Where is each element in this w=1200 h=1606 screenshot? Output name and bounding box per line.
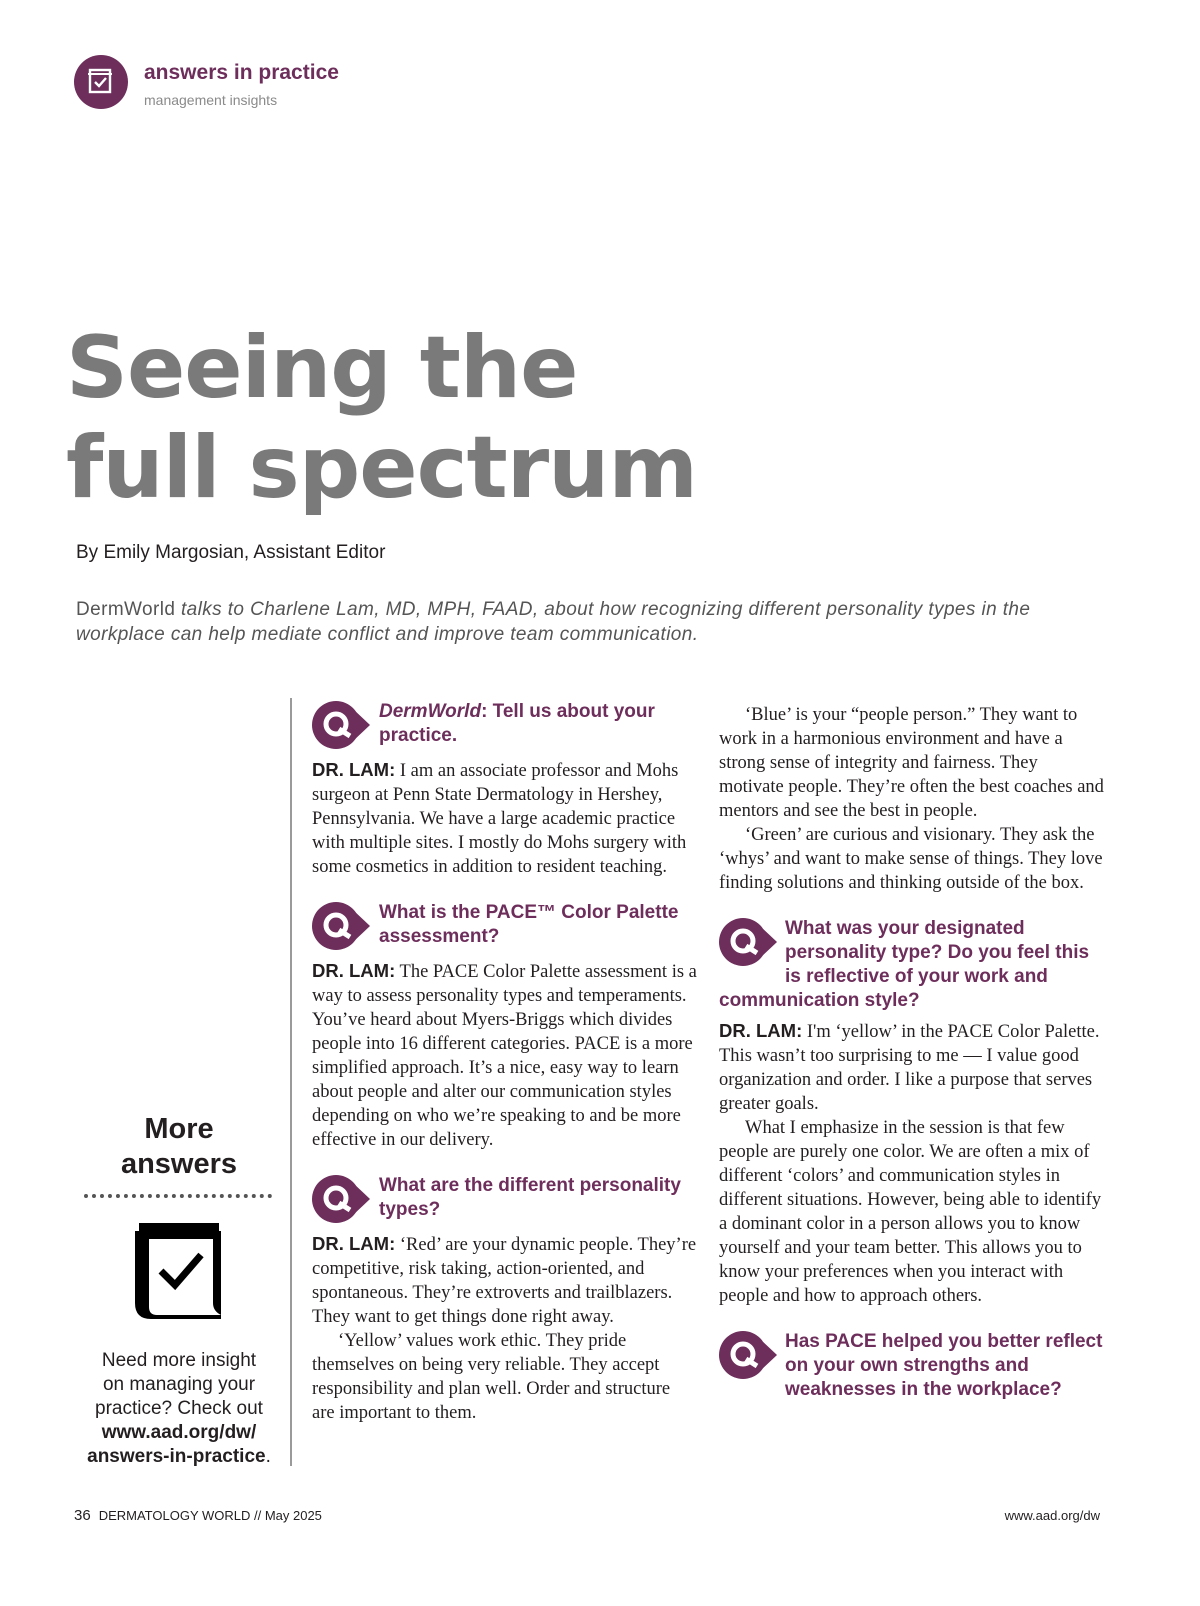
page-footer-left — [74, 1507, 322, 1524]
footer-url[interactable]: www.aad.org/dw — [1004, 1508, 1100, 1523]
q-bubble-icon — [312, 901, 370, 951]
answer-2 — [312, 959, 697, 1152]
q-bubble-icon — [719, 917, 777, 967]
answer-4 — [719, 1019, 1104, 1308]
question-1-body: : Tell us about your practice. — [379, 701, 655, 746]
answer-1-text: I am an associate professor and Mohs surgeon at Penn State Dermatology in Hershey, Pennsylvania. We have a large academic practice with multiple sites. I mostly do Mohs surgery with some cosmetics in addition to resident teaching. — [312, 761, 687, 877]
question-3 — [312, 1174, 697, 1226]
sidebar-text-line-1: Need more insight — [101, 1350, 257, 1371]
answer-3-paragraph-2: ‘Yellow’ values work ethic. They pride themselves on being very reliable. They accept responsibility and plan well. Order and structure are important to them. — [312, 1331, 671, 1423]
answer-4-label: DR. LAM: — [719, 1020, 803, 1041]
checklist-icon — [88, 68, 114, 96]
question-1-publication: DermWorld — [379, 701, 482, 722]
sidebar-heading-line-1: More — [144, 1113, 214, 1145]
question-5 — [719, 1330, 1104, 1402]
question-1 — [312, 700, 697, 752]
answer-3-label: DR. LAM: — [312, 1233, 396, 1254]
sidebar-heading — [84, 1112, 274, 1182]
q-bubble-icon — [312, 700, 370, 750]
sidebar-text-line-3: practice? Check out — [95, 1398, 263, 1419]
sidebar-heading-line-2: answers — [120, 1148, 238, 1180]
answer-3 — [312, 1232, 697, 1425]
section-subtitle: management insights — [144, 92, 278, 108]
sidebar-link-line-1[interactable]: www.aad.org/dw/ — [101, 1422, 257, 1443]
answer-4-paragraph-2: What I emphasize in the session is that few people are purely one color. We are often a mix of different ‘colors’ and communication styles in different situations. However, being able to identify a dominant color in a person allows you to know yourself and your team better. This allows you to know your preferences when you interact with people and how to approach others. — [719, 1118, 1102, 1306]
question-4 — [719, 917, 1104, 1013]
page-number: 36 — [74, 1507, 91, 1524]
sidebar-link-suffix: . — [265, 1446, 271, 1467]
answer-2-label: DR. LAM: — [312, 960, 396, 981]
headline-line-1: Seeing the — [66, 318, 578, 418]
section-title: answers in practice — [144, 61, 339, 84]
sidebar-text-line-2: on managing your — [102, 1374, 256, 1395]
headline-line-2: full spectrum — [66, 418, 697, 518]
dotted-divider — [84, 1194, 272, 1198]
article-headline — [66, 318, 697, 518]
deck-publication: DermWorld — [76, 599, 176, 620]
question-2-text: What is the PACE™ Color Palette assessment? — [379, 902, 679, 947]
q-bubble-icon — [312, 1174, 370, 1224]
more-answers-sidebar — [84, 1112, 274, 1469]
answer-2-text: The PACE Color Palette assessment is a way to assess personality types and temperaments. You’ve heard about Myers-Briggs which divides people into 16 different categories. PACE is a more simplified approach. It’s a nice, easy way to learn about people and alter our communication styles depending on who we’re speaking to and be more effective in our delivery. — [312, 962, 697, 1150]
sidebar-link-line-2[interactable]: answers-in-practice — [87, 1446, 266, 1467]
question-5-text: Has PACE helped you better reflect on your own strengths and weaknesses in the workplace? — [785, 1331, 1103, 1400]
answer-3-paragraph-1: ‘Red’ are your dynamic people. They’re competitive, risk taking, action-oriented, and spontaneous. They’re extroverts and trailblazers. They want to get things done right away. — [312, 1235, 697, 1327]
checklist-icon — [129, 1223, 229, 1329]
answer-1-label: DR. LAM: — [312, 759, 396, 780]
article-column-1 — [312, 700, 697, 1447]
section-logo — [74, 55, 128, 109]
article-column-2 — [719, 703, 1104, 1408]
byline: By Emily Margosian, Assistant Editor — [76, 542, 386, 563]
sidebar-text — [84, 1349, 274, 1469]
answer-4-paragraph-1: I'm ‘yellow’ in the PACE Color Palette. This wasn’t too surprising to me — I value good organization and order. I like a purpose that serves greater goals. — [719, 1022, 1100, 1114]
question-4-text: What was your designated personality type? Do you feel this is reflective of your work and communication style? — [719, 918, 1090, 1011]
answer-3-continued — [719, 703, 1104, 895]
answer-1 — [312, 758, 697, 879]
answer-3-paragraph-3: ‘Blue’ is your “people person.” They want to work in a harmonious environment and have a strong sense of integrity and fairness. They motivate people. They’re often the best coaches and mentors and see the best in people. — [719, 705, 1104, 821]
footer-publication: DERMATOLOGY WORLD // May 2025 — [98, 1508, 322, 1523]
deck-text: talks to Charlene Lam, MD, MPH, FAAD, about how recognizing different personality types in the workplace can help mediate conflict and improve team communication. — [76, 599, 1031, 645]
question-2 — [312, 901, 697, 953]
answer-3-paragraph-4: ‘Green’ are curious and visionary. They ask the ‘whys’ and want to make sense of things. They love finding solutions and thinking outside of the box. — [719, 825, 1103, 893]
article-deck — [76, 597, 1076, 647]
column-divider — [290, 698, 292, 1466]
question-3-text: What are the different personality types? — [379, 1175, 681, 1220]
q-bubble-icon — [719, 1330, 777, 1380]
